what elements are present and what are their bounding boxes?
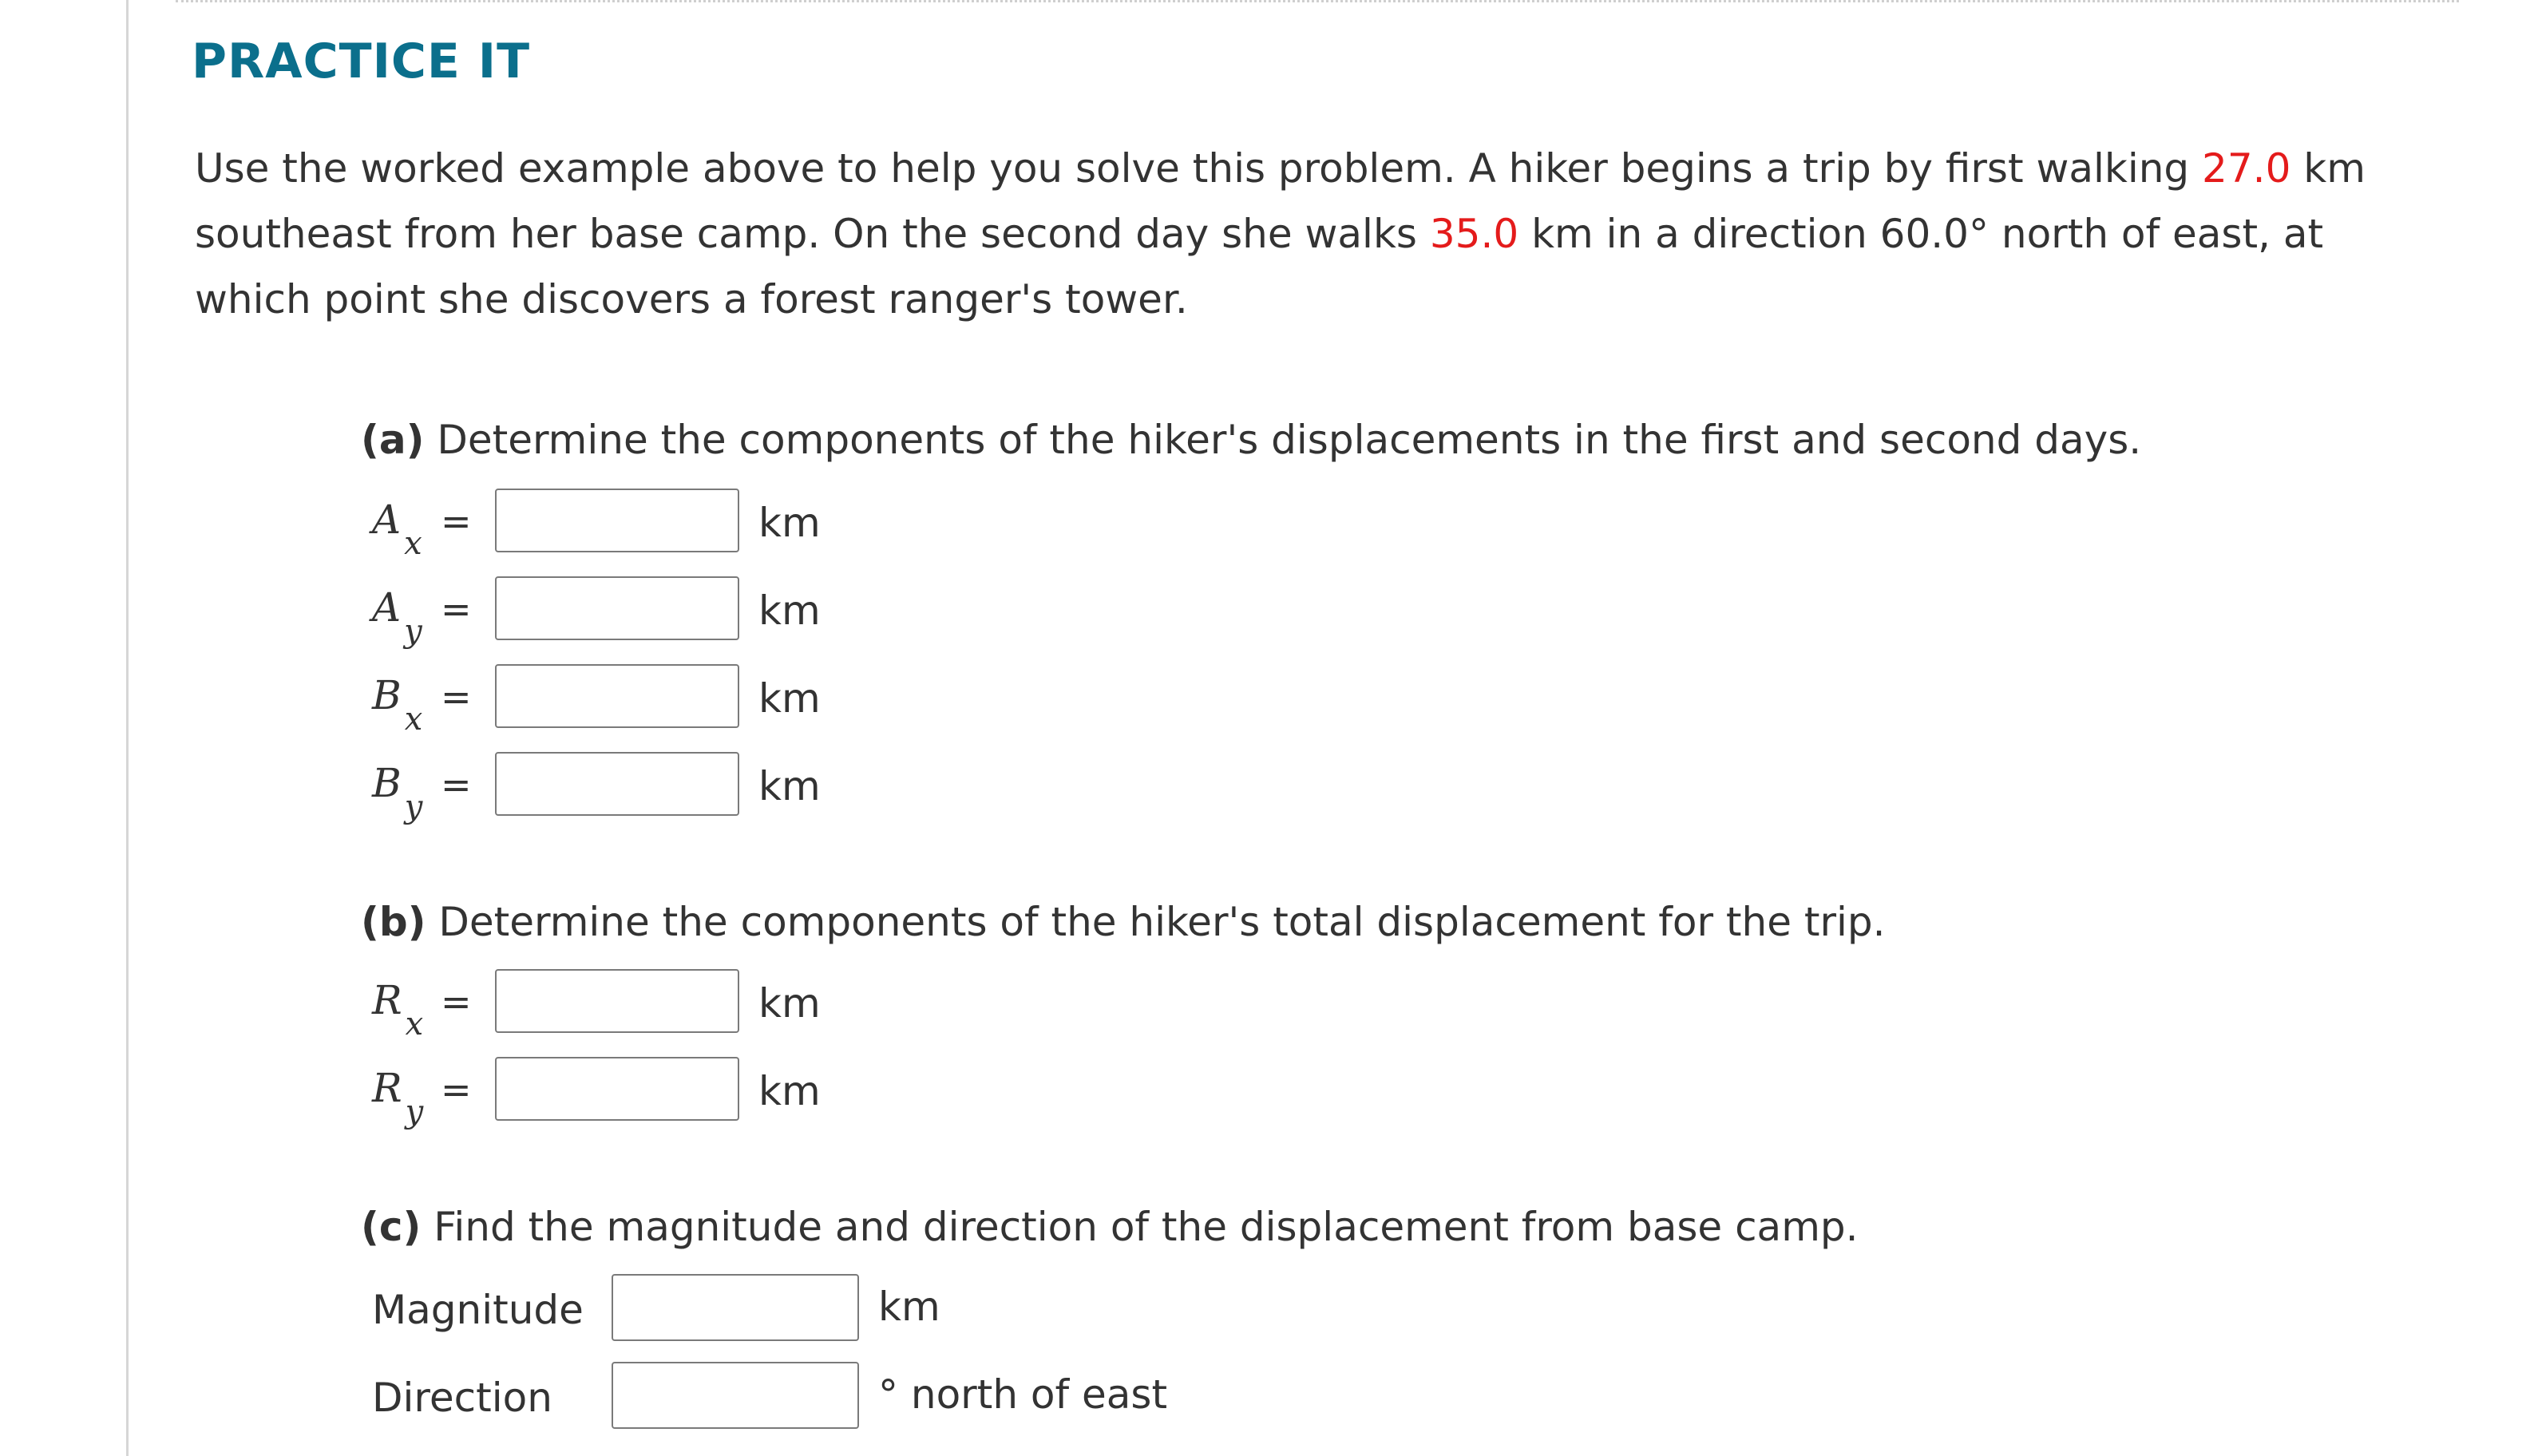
part-c-text: Find the magnitude and direction of the displacement from base camp. <box>421 1204 1859 1250</box>
equals-sign: = <box>441 675 472 718</box>
bx-input[interactable] <box>495 664 739 728</box>
variable-subscript: y <box>405 1094 424 1130</box>
variable-subscript: x <box>404 701 423 738</box>
by-input[interactable] <box>495 752 739 816</box>
left-border-rule <box>126 0 129 1456</box>
unit-label: ° north of east <box>878 1371 1168 1418</box>
problem-text-3: km in a direction 60.0° north of east, at which point she discovers a forest ranger's tower. <box>195 211 2324 322</box>
ry-input[interactable] <box>495 1057 739 1121</box>
equals-sign: = <box>441 588 472 631</box>
variable-symbol: R <box>372 977 402 1023</box>
direction-label: Direction <box>372 1375 552 1421</box>
part-a-prompt <box>361 417 2141 463</box>
part-a-tag: (a) <box>361 417 425 463</box>
problem-text-2: km southeast from her base camp. On the second day she walks <box>195 145 2366 257</box>
direction-input[interactable] <box>612 1362 859 1429</box>
magnitude-input[interactable] <box>612 1274 859 1341</box>
ay-input[interactable] <box>495 576 739 640</box>
variable-symbol: B <box>372 760 402 806</box>
part-b-text: Determine the components of the hiker's total displacement for the trip. <box>426 899 1886 945</box>
part-c-tag: (c) <box>361 1204 422 1250</box>
unit-label: km <box>878 1284 940 1330</box>
problem-statement <box>195 136 2430 332</box>
unit-label: km <box>758 1068 821 1114</box>
unit-label: km <box>758 675 821 722</box>
unit-label: km <box>758 763 821 809</box>
part-b-tag: (b) <box>361 899 426 945</box>
variable-label <box>372 760 423 825</box>
top-dotted-divider <box>176 0 2459 2</box>
variable-label <box>372 977 424 1043</box>
part-b-prompt <box>361 899 1886 945</box>
unit-label: km <box>758 500 821 546</box>
variable-symbol: R <box>372 1065 402 1111</box>
variable-symbol: A <box>372 584 402 631</box>
variable-subscript: x <box>405 1006 424 1043</box>
variable-symbol: B <box>372 672 402 718</box>
variable-label <box>372 584 422 650</box>
magnitude-label: Magnitude <box>372 1287 584 1333</box>
equals-sign: = <box>441 763 472 806</box>
part-c-prompt <box>361 1204 1859 1250</box>
first-distance-value: 27.0 <box>2202 145 2291 192</box>
equals-sign: = <box>441 500 472 543</box>
variable-label <box>372 1065 424 1130</box>
variable-symbol: A <box>372 497 402 543</box>
problem-text-1: Use the worked example above to help you solve this problem. A hiker begins a trip by first walking <box>195 145 2203 192</box>
rx-input[interactable] <box>495 969 739 1033</box>
equals-sign: = <box>441 1068 472 1111</box>
ax-input[interactable] <box>495 489 739 552</box>
section-heading: PRACTICE IT <box>192 34 531 89</box>
part-a-text: Determine the components of the hiker's displacements in the first and second days. <box>424 417 2142 463</box>
variable-subscript: y <box>404 613 422 650</box>
second-distance-value: 35.0 <box>1429 211 1519 257</box>
equals-sign: = <box>441 980 472 1023</box>
unit-label: km <box>758 588 821 634</box>
variable-label <box>372 672 423 738</box>
variable-subscript: x <box>404 525 422 562</box>
variable-subscript: y <box>404 789 423 825</box>
unit-label: km <box>758 980 821 1027</box>
variable-label <box>372 497 422 562</box>
